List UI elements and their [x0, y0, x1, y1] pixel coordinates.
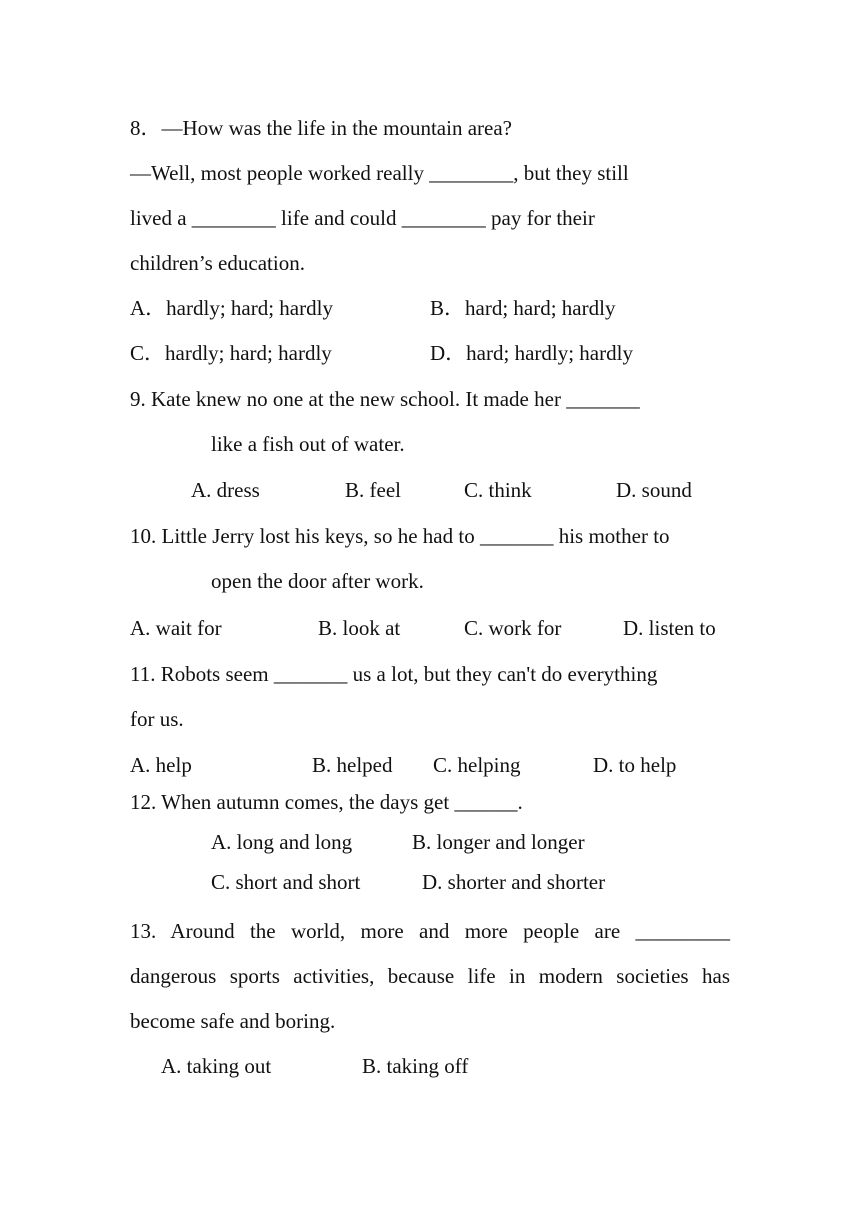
q8-stem-line-2: —Well, most people worked really ________, but they still: [130, 161, 629, 185]
q10-option-b: B. look at: [318, 616, 401, 640]
q11-stem-line-2: for us.: [130, 707, 184, 731]
q8-stem-line-4: children’s education.: [130, 251, 305, 275]
q11-option-a: A. help: [130, 753, 192, 777]
q10-option-d: D. listen to: [623, 616, 716, 640]
q8-option-d: D．hard; hardly; hardly: [430, 341, 633, 365]
q12-stem-line-1: 12. When autumn comes, the days get ______.: [130, 790, 523, 814]
q9-option-b: B. feel: [345, 478, 401, 502]
q9-option-d: D. sound: [616, 478, 692, 502]
q9-stem-line-1: 9. Kate knew no one at the new school. It made her _______: [130, 387, 640, 411]
q13-stem-line-3: become safe and boring.: [130, 1009, 336, 1033]
q8-stem-line-3: lived a ________ life and could ________ pay for their: [130, 206, 595, 230]
q11-option-d: D. to help: [593, 753, 677, 777]
q12-option-b: B. longer and longer: [412, 830, 585, 854]
q10-stem-line-1: 10. Little Jerry lost his keys, so he had to _______ his mother to: [130, 524, 670, 548]
q12-option-c: C. short and short: [211, 870, 361, 894]
q9-option-a: A. dress: [191, 478, 260, 502]
q11-stem-line-1: 11. Robots seem _______ us a lot, but they can't do everything: [130, 662, 658, 686]
q13-option-b: B. taking off: [362, 1054, 469, 1078]
q13-stem-line-1: 13. Around the world, more and more people are _________: [130, 919, 730, 943]
q13-option-a: A. taking out: [161, 1054, 272, 1078]
q12-option-a: A. long and long: [211, 830, 353, 854]
q13-stem-line-2: dangerous sports activities, because life in modern societies has: [130, 964, 730, 988]
q9-stem-line-2: like a fish out of water.: [211, 432, 405, 456]
q8-option-c: C．hardly; hard; hardly: [130, 341, 332, 365]
q11-option-b: B. helped: [312, 753, 393, 777]
q10-option-c: C. work for: [464, 616, 562, 640]
q8-option-b: B．hard; hard; hardly: [430, 296, 616, 320]
q11-option-c: C. helping: [433, 753, 521, 777]
q8-stem-line-1: 8．—How was the life in the mountain area?: [130, 116, 512, 140]
q12-option-d: D. shorter and shorter: [422, 870, 606, 894]
q10-option-a: A. wait for: [130, 616, 222, 640]
q10-stem-line-2: open the door after work.: [211, 569, 424, 593]
q8-option-a: A．hardly; hard; hardly: [130, 296, 333, 320]
q9-option-c: C. think: [464, 478, 532, 502]
